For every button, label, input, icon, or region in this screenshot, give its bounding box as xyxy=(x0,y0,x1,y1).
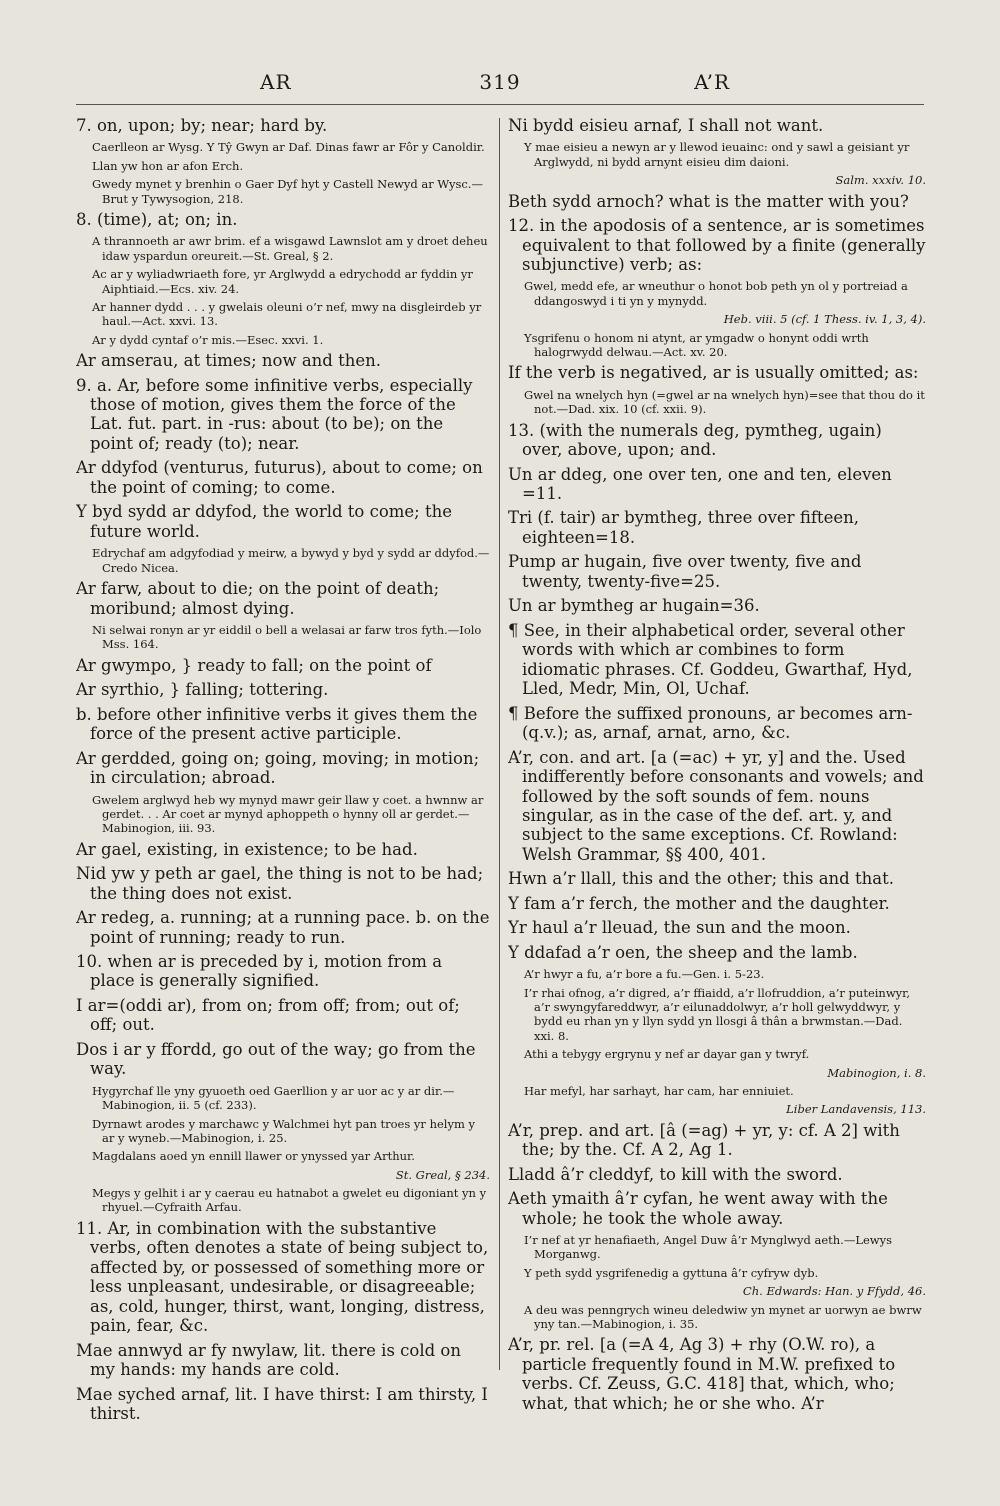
entry-paragraph: Yr haul a’r lleuad, the sun and the moon. xyxy=(508,918,851,938)
entry-paragraph: Un ar bymtheg ar hugain=36. xyxy=(508,596,760,616)
page-number: 319 xyxy=(479,70,521,94)
entry-paragraph: If the verb is negatived, ar is usually omitted; as: xyxy=(508,363,919,383)
header-left: AR xyxy=(260,70,292,94)
citation: Har mefyl, har sarhayt, har cam, har enniuiet. xyxy=(524,1083,794,1098)
entry-paragraph: 8. (time), at; on; in. xyxy=(76,209,238,229)
entry-paragraph: Ar gael, existing, in existence; to be had. xyxy=(76,839,418,859)
citation: Ysgrifenu o honom ni atynt, ar ymgadw o honynt oddi wrth halogrwydd delwau.—Act. xv. 20. xyxy=(524,330,869,359)
right-column xyxy=(508,116,926,1418)
entry-paragraph: Mae annwyd ar fy nwylaw, lit. there is cold on my hands: my hands are cold. xyxy=(76,1340,461,1380)
entry-paragraph: A’r, pr. rel. [a (=A 4, Ag 3) + rhy (O.W. ro), a particle frequently found in M.W. prefixed to verbs. Cf. Zeuss, G.C. 418] that, which, who; what, that which; he or she who. A’r xyxy=(508,1335,896,1413)
entry-paragraph: Hwn a’r llall, this and the other; this and that. xyxy=(508,869,894,889)
entry-paragraph: Nid yw y peth ar gael, the thing is not to be had; the thing does not exist. xyxy=(76,864,484,903)
entry-paragraph: Ni bydd eisieu arnaf, I shall not want. xyxy=(508,116,824,135)
citation: Ni selwai ronyn ar yr eiddil o bell a welasai ar farw tros fyth.—Iolo Mss. 164. xyxy=(92,622,482,652)
entry-paragraph: Y ddafad a’r oen, the sheep and the lamb. xyxy=(508,942,858,962)
entry-paragraph: Y byd sydd ar ddyfod, the world to come; the future world. xyxy=(76,502,453,541)
entry-paragraph: Ar amserau, at times; now and then. xyxy=(76,351,382,371)
entry-paragraph: ¶ Before the suffixed pronouns, ar becomes arn- (q.v.); as, arnaf, arnat, arno, &c. xyxy=(508,703,913,743)
entry-paragraph: Ar gwympo, } ready to fall; on the point of xyxy=(76,655,432,675)
entry-paragraph: Ar redeg, a. running; at a running pace. b. on the point of running; ready to run. xyxy=(76,908,490,947)
entry-paragraph: A’r, con. and art. [a (=ac) + yr, y] and the. Used indifferently before consonants and vowels; and followed by the soft sounds of fem. nouns singular, as in the case of the def. art. y, and subject to the same exceptions. Cf. Rowland: Welsh Grammar, §§ 400, 401. xyxy=(508,747,924,864)
citation: Ac ar y wyliadwriaeth fore, yr Arglwydd a edrychodd ar fyddin yr Aiphtiaid.—Ecs. xiv. 24. xyxy=(92,267,473,296)
entry-paragraph: Tri (f. tair) ar bymtheg, three over fifteen, eighteen=18. xyxy=(508,508,859,547)
header-rule xyxy=(76,104,924,105)
citation: Ar y dydd cyntaf o’r mis.—Esec. xxvi. 1. xyxy=(92,332,324,347)
entry-paragraph: 13. (with the numerals deg, pymtheg, ugain) over, above, upon; and. xyxy=(508,420,882,460)
entry-paragraph: Beth sydd arnoch? what is the matter with you? xyxy=(508,191,909,211)
citation-source: St. Greal, § 234. xyxy=(395,1167,490,1182)
citation-source: Salm. xxxiv. 10. xyxy=(835,173,926,188)
citation: Gwelem arglwyd heb wy mynyd mawr geir llaw y coet. a hwnnw ar gerdet. . . Ar coet ar mynyd aphoppeth o hynny oll ar gerdet.—Mabinogion, iii. 93. xyxy=(92,792,484,836)
citation: Athi a tebygy ergrynu y nef ar dayar gan y twryf. xyxy=(524,1047,810,1062)
citation: Hygyrchaf lle yny gyuoeth oed Gaerllion y ar uor ac y ar dir.—Mabinogion, ii. 5 (cf. 233). xyxy=(92,1083,455,1113)
citation: A deu was penngrych wineu deledwiw yn mynet ar uorwyn ae bwrw yny tan.—Mabinogion, i. 35. xyxy=(524,1302,922,1331)
citation: Caerlleon ar Wysg. Y Tŷ Gwyn ar Daf. Dinas fawr ar Fôr y Canoldir. xyxy=(92,140,485,155)
entry-paragraph: 7. on, upon; by; near; hard by. xyxy=(76,116,328,135)
entry-paragraph: Ar farw, about to die; on the point of death; moribund; almost dying. xyxy=(76,579,440,618)
citation: A thrannoeth ar awr brim. ef a wisgawd Lawnslot am y droet deheu idaw yspardun oreureit.—St. Greal, § 2. xyxy=(92,234,488,263)
column-rule xyxy=(499,118,500,1370)
entry-paragraph: I ar=(oddi ar), from on; from off; from; out of; off; out. xyxy=(76,995,460,1035)
citation: Edrychaf am adgyfodiad y meirw, a bywyd y byd y sydd ar ddyfod.—Credo Nicea. xyxy=(92,546,490,575)
entry-paragraph: 9. a. Ar, before some infinitive verbs, especially those of motion, gives them the force of the Lat. fut. part. in -rus: about (to be); on the point of; ready (to); near. xyxy=(76,375,473,453)
citation: I’r rhai ofnog, a’r digred, a’r ffiaidd, a’r llofruddion, a’r puteinwyr, a’r swyngyfareddwyr, a’r eilunaddolwyr, a’r holl gelwyddwyr, y bydd eu rhan yn y llyn sydd yn llosgi â thân a brwmstan.—Dad. xxi. 8. xyxy=(524,985,911,1043)
entry-paragraph: Ar ddyfod (venturus, futurus), about to come; on the point of coming; to come. xyxy=(76,458,483,497)
citation: Llan yw hon ar afon Erch. xyxy=(92,158,244,173)
citation-source: Ch. Edwards: Han. y Ffydd, 46. xyxy=(742,1284,926,1299)
entry-paragraph: 12. in the apodosis of a sentence, ar is sometimes equivalent to that followed by a finite (generally subjunctive) verb; as: xyxy=(508,216,926,274)
citation: Y mae eisieu a newyn ar y llewod ieuainc: ond y sawl a geisiant yr Arglwydd, ni bydd arnynt eisieu dim daioni. xyxy=(524,140,910,169)
citation: Gwel na wnelych hyn (=gwel ar na wnelych hyn)=see that thou do it not.—Dad. xix. 10 (cf. xxii. 9). xyxy=(524,387,925,417)
entry-paragraph: Un ar ddeg, one over ten, one and ten, eleven =11. xyxy=(508,464,892,503)
citation: Megys y gelhit i ar y caerau eu hatnabot a gwelet eu digoniant yn y rhyuel.—Cyfraith Arfau. xyxy=(92,1186,487,1215)
entry-paragraph: Ar syrthio, } falling; tottering. xyxy=(76,680,329,700)
citation-source: Mabinogion, i. 8. xyxy=(827,1065,926,1080)
entry-paragraph: Dos i ar y ffordd, go out of the way; go from the way. xyxy=(76,1039,476,1079)
entry-paragraph: b. before other infinitive verbs it gives them the force of the present active participle. xyxy=(76,704,478,744)
citation: Magdalans aoed yn ennill llawer or ynyssed yar Arthur. xyxy=(92,1149,415,1164)
citation: Gwel, medd efe, ar wneuthur o honot bob peth yn ol y portreiad a ddangoswyd i ti yn y mynydd. xyxy=(524,279,908,308)
entry-paragraph: Pump ar hugain, five over twenty, five and twenty, twenty-five=25. xyxy=(508,552,862,591)
citation: I’r nef at yr henafiaeth, Angel Duw â’r Mynglwyd aeth.—Lewys Morganwg. xyxy=(524,1233,893,1262)
citation-source: Heb. viii. 5 (cf. 1 Thess. iv. 1, 3, 4). xyxy=(723,312,926,327)
citation: Y peth sydd ysgrifenedig a gyttuna â’r cyfryw dyb. xyxy=(524,1265,819,1280)
entry-paragraph: Lladd â’r cleddyf, to kill with the sword. xyxy=(508,1164,843,1184)
header-right: A’R xyxy=(694,70,730,94)
entry-paragraph: Mae syched arnaf, lit. I have thirst: I am thirsty, I thirst. xyxy=(76,1384,488,1424)
entry-paragraph: Aeth ymaith â’r cyfan, he went away with the whole; he took the whole away. xyxy=(508,1189,888,1228)
citation: Gwedy mynet y brenhin o Gaer Dyf hyt y Castell Newyd ar Wysc.—Brut y Tywysogion, 218. xyxy=(92,177,483,206)
entry-paragraph: 11. Ar, in combination with the substantive verbs, often denotes a state of being subject to, affected by, or possessed of something more or less unpleasant, undesirable, or disagreeable; as, cold, hunger, thirst, want, longing, distress, pain, fear, &c. xyxy=(76,1218,489,1336)
entry-paragraph: ¶ See, in their alphabetical order, several other words with which ar combines to form idiomatic phrases. Cf. Goddeu, Gwarthaf, Hyd, Lled, Medr, Min, Ol, Uchaf. xyxy=(508,620,913,699)
citation-source: Liber Landavensis, 113. xyxy=(786,1102,926,1117)
left-column xyxy=(76,116,490,1429)
running-header xyxy=(80,70,920,100)
entry-paragraph: Y fam a’r ferch, the mother and the daughter. xyxy=(508,893,890,913)
citation: Dyrnawt arodes y marchawc y Walchmei hyt pan troes yr helym y ar y wyneb.—Mabinogion, i. 25. xyxy=(92,1116,476,1145)
citation: Ar hanner dydd . . . y gwelais oleuni o’r nef, mwy na disgleirdeb yr haul.—Act. xxvi. 13. xyxy=(92,299,482,329)
citation: A’r hwyr a fu, a’r bore a fu.—Gen. i. 5-23. xyxy=(524,967,765,982)
entry-paragraph: Ar gerdded, going on; going, moving; in motion; in circulation; abroad. xyxy=(76,748,480,788)
entry-paragraph: 10. when ar is preceded by i, motion from a place is generally signified. xyxy=(76,952,443,991)
entry-paragraph: A’r, prep. and art. [â (=ag) + yr, y: cf. A 2] with the; by the. Cf. A 2, Ag 1. xyxy=(508,1120,900,1160)
